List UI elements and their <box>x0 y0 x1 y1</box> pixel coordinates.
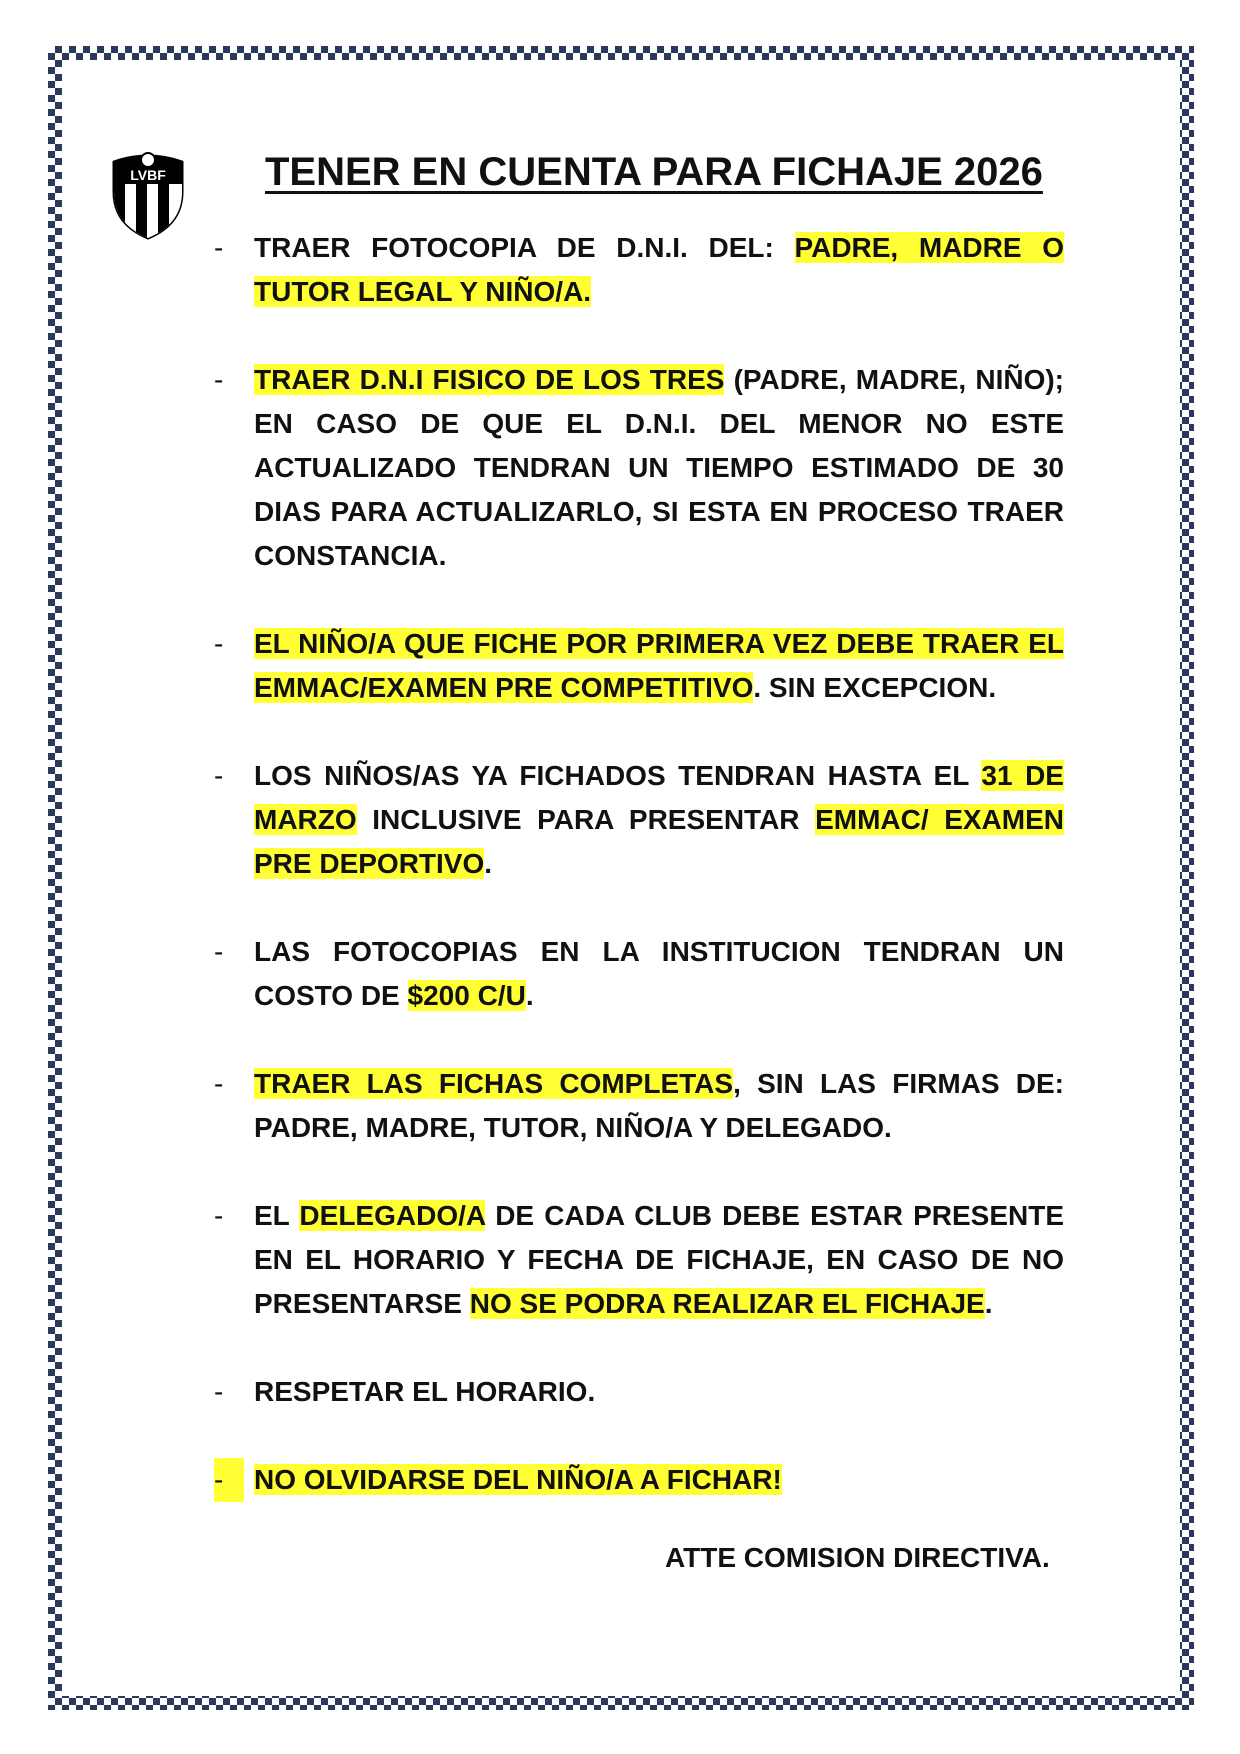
list-item <box>214 754 1064 886</box>
highlighted-text: TRAER LAS FICHAS COMPLETAS <box>254 1068 734 1099</box>
highlighted-text: $200 C/U <box>407 980 526 1011</box>
highlighted-text: NO SE PODRA REALIZAR EL FICHAJE <box>469 1288 985 1319</box>
bullet-dash: - <box>214 232 224 263</box>
item-text: (PADRE, MADRE, NIÑO); EN CASO DE QUE EL D.N.I. DEL MENOR NO ESTE ACTUALIZADO TENDRAN UN TIEMPO ESTIMADO DE 30 DIAS PARA ACTUALIZARLO, SI ESTA EN PROCESO TRAER CONSTANCIA. <box>254 364 1064 571</box>
highlighted-text: EMMAC/ EXAMEN PRE DEPORTIVO <box>254 804 1064 879</box>
list-item <box>214 1370 1064 1414</box>
item-text: TRAER FOTOCOPIA DE D.N.I. DEL: <box>254 232 795 263</box>
list-item <box>214 358 1064 578</box>
list-item <box>214 1062 1064 1150</box>
highlighted-text: 31 DE MARZO <box>254 760 1064 835</box>
highlighted-text: NO OLVIDARSE DEL NIÑO/A A FICHAR! <box>254 1464 782 1495</box>
item-text: INCLUSIVE PARA PRESENTAR <box>356 804 816 835</box>
signoff: ATTE COMISION DIRECTIVA. <box>665 1542 1050 1573</box>
item-text: LAS FOTOCOPIAS EN LA INSTITUCION TENDRAN UN COSTO DE <box>254 936 1064 1011</box>
item-text: LOS NIÑOS/AS YA FICHADOS TENDRAN HASTA EL <box>254 760 982 791</box>
item-text: . <box>484 848 493 879</box>
list-item <box>214 930 1064 1018</box>
highlighted-text: PADRE, MADRE O TUTOR LEGAL Y NIÑO/A. <box>254 232 1065 307</box>
bullet-dash: - <box>214 1200 224 1231</box>
list-item <box>214 1458 1064 1502</box>
item-text: RESPETAR EL HORARIO. <box>254 1376 596 1407</box>
item-text: . <box>525 980 534 1011</box>
bullet-dash: - <box>214 1458 244 1502</box>
bullet-dash: - <box>214 628 224 659</box>
item-text: , SIN LAS FIRMAS DE: PADRE, MADRE, TUTOR, NIÑO/A Y DELEGADO. <box>254 1068 1064 1143</box>
item-text: . SIN EXCEPCION. <box>753 672 997 703</box>
list-item <box>214 1194 1064 1326</box>
item-text: DE CADA CLUB DEBE ESTAR PRESENTE EN EL HORARIO Y FECHA DE FICHAJE, EN CASO DE NO PRESENTARSE <box>254 1200 1064 1319</box>
club-crest-logo <box>108 148 188 240</box>
svg-text:LVBF: LVBF <box>130 167 166 183</box>
bullet-dash: - <box>214 1068 224 1099</box>
bullet-dash: - <box>214 364 224 395</box>
highlighted-text: DELEGADO/A <box>299 1200 486 1231</box>
bullet-dash: - <box>214 936 224 967</box>
bullet-dash: - <box>214 1376 224 1407</box>
item-text: . <box>984 1288 993 1319</box>
page-title: TENER EN CUENTA PARA FICHAJE 2026 <box>265 150 1043 194</box>
item-text: EL <box>254 1200 300 1231</box>
requirements-list <box>214 226 1064 1546</box>
highlighted-text: TRAER D.N.I FISICO DE LOS TRES <box>254 364 725 395</box>
list-item <box>214 622 1064 710</box>
bullet-dash: - <box>214 760 224 791</box>
highlighted-text: EL NIÑO/A QUE FICHE POR PRIMERA VEZ DEBE TRAER EL EMMAC/EXAMEN PRE COMPETITIVO <box>254 628 1064 703</box>
list-item <box>214 226 1064 314</box>
